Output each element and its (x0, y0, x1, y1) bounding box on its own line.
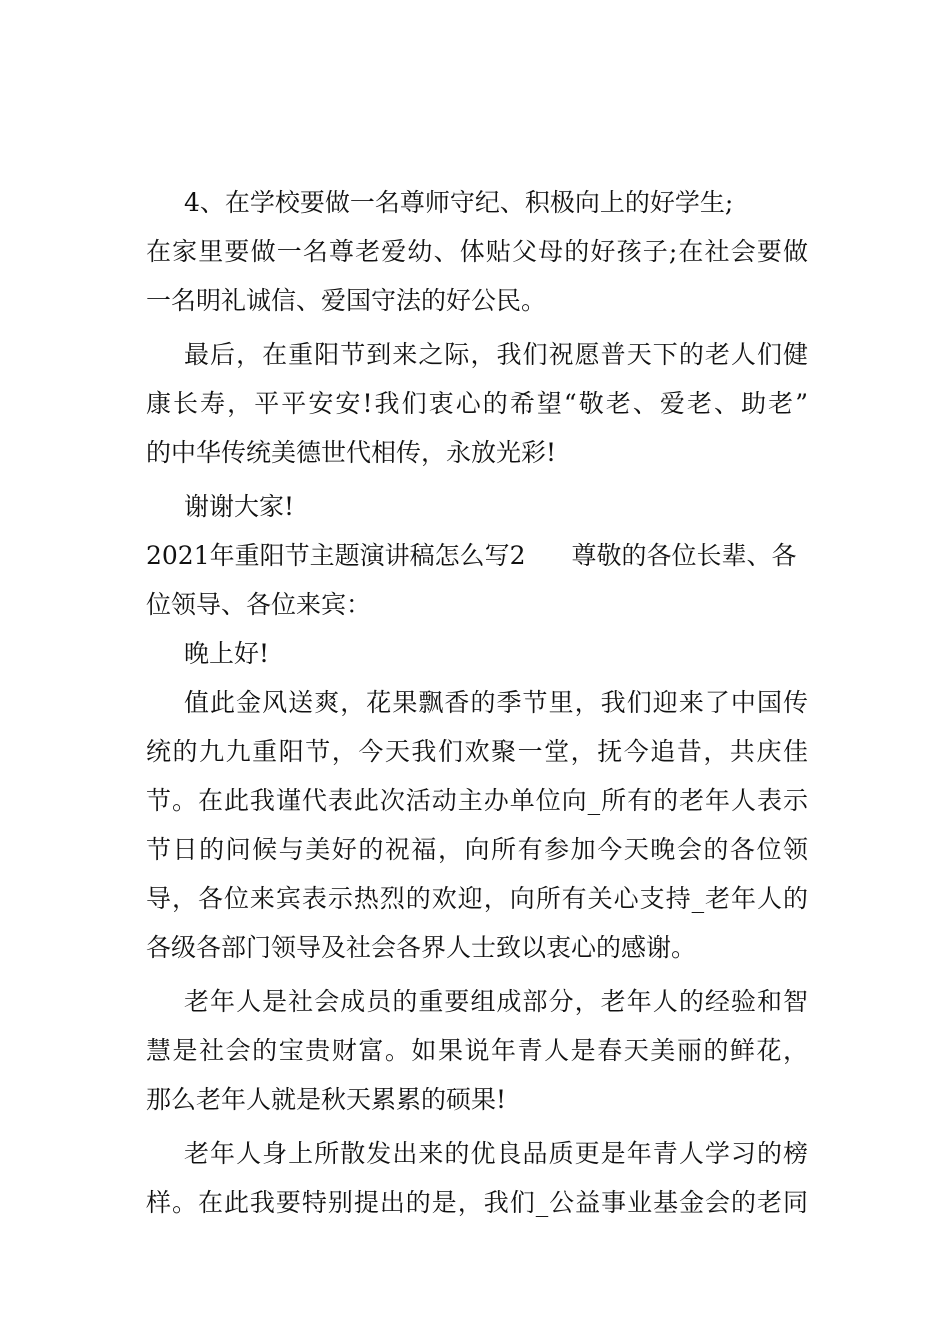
line-14: 节日的问候与美好的祝福，向所有参加今天晚会的各位领 (146, 835, 808, 864)
line-10: 晚上好! (184, 639, 270, 668)
line-5: 康长寿，平平安安!我们衷心的希望“敬老、爱老、助老” (146, 389, 808, 418)
line-6: 的中华传统美德世代相传，永放光彩! (146, 438, 557, 467)
line-7: 谢谢大家! (184, 492, 295, 521)
line-15: 导，各位来宾表示热烈的欢迎，向所有关心支持_老年人的 (146, 884, 808, 913)
line-20: 老年人身上所散发出来的优良品质更是年青人学习的榜 (184, 1139, 808, 1168)
line-8-heading (146, 531, 808, 580)
line-13: 节。在此我谨代表此次活动主办单位向_所有的老年人表示 (146, 786, 808, 815)
line-4: 最后，在重阳节到来之际，我们祝愿普天下的老人们健 (184, 340, 808, 369)
line-1: 4、在学校要做一名尊师守纪、积极向上的好学生; (184, 188, 734, 217)
line-12: 统的九九重阳节，今天我们欢聚一堂，抚今追昔，共庆佳 (146, 737, 808, 766)
section-heading: 2021年重阳节主题演讲稿怎么写2 (146, 541, 526, 570)
line-11: 值此金风送爽，花果飘香的季节里，我们迎来了中国传 (184, 688, 808, 717)
line-3: 一名明礼诚信、爱国守法的好公民。 (146, 286, 547, 315)
line-19: 那么老年人就是秋天累累的硕果! (146, 1085, 507, 1114)
line-18: 慧是社会的宝贵财富。如果说年青人是春天美丽的鲜花， (146, 1036, 808, 1065)
salutation-start: 尊敬的各位长辈、各 (571, 541, 797, 570)
line-17: 老年人是社会成员的重要组成部分，老年人的经验和智 (184, 987, 808, 1016)
line-2: 在家里要做一名尊老爱幼、体贴父母的好孩子;在社会要做 (146, 237, 808, 266)
line-16: 各级各部门领导及社会各界人士致以衷心的感谢。 (146, 933, 697, 962)
document-body (146, 178, 808, 1227)
line-9: 位领导、各位来宾： (146, 590, 372, 619)
line-21: 样。在此我要特别提出的是，我们_公益事业基金会的老同 (146, 1188, 808, 1217)
